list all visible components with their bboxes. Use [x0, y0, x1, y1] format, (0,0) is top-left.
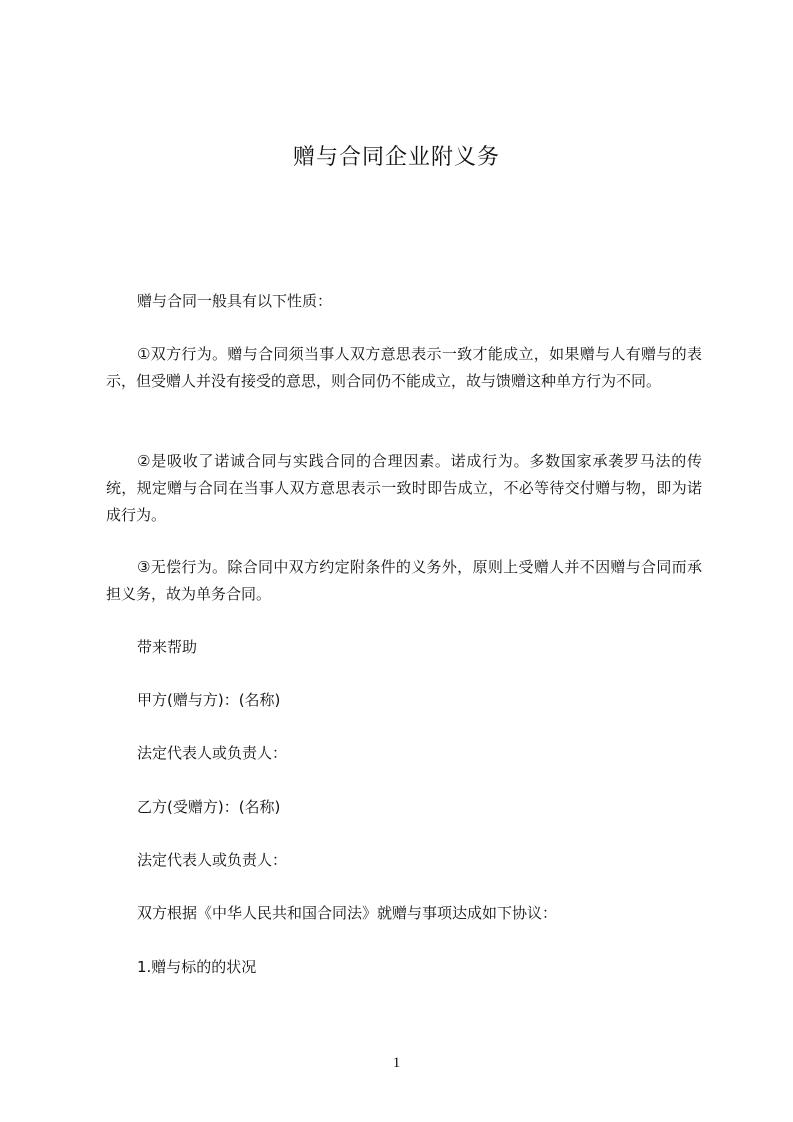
party-b-representative: 法定代表人或负责人：: [137, 851, 288, 869]
paragraph-intro: 赠与合同一般具有以下性质：: [137, 292, 333, 310]
party-b-line: 乙方(受赠方)：(名称): [137, 798, 281, 816]
document-title: 赠与合同企业附义务: [292, 145, 500, 170]
paragraph-gratuitous: ③无偿行为。除合同中双方约定附条件的义务外，原则上受赠人并不因赠与合同而承担义务，故为单务合同。: [106, 558, 702, 603]
paragraph-consensual: ②是吸收了诺诚合同与实践合同的合理因素。诺成行为。多数国家承袭罗马法的传统，规定赠与合同在当事人双方意思表示一致时即告成立，不必等待交付赠与物，即为诺成行为。: [106, 452, 702, 524]
paragraph-bilateral: ①双方行为。赠与合同须当事人双方意思表示一致才能成立，如果赠与人有赠与的表示，但受赠人并没有接受的意思，则合同仍不能成立，故与馈赠这种单方行为不同。: [106, 345, 702, 390]
agreement-statement: 双方根据《中华人民共和国合同法》就赠与事项达成如下协议：: [137, 904, 558, 922]
party-a-line: 甲方(赠与方)：(名称): [137, 691, 281, 709]
party-a-representative: 法定代表人或负责人：: [137, 744, 288, 762]
page-number: 1: [392, 1055, 401, 1071]
paragraph-help: 带来帮助: [137, 638, 198, 656]
section-heading-gift-subject: 1.赠与标的的状况: [137, 958, 257, 976]
